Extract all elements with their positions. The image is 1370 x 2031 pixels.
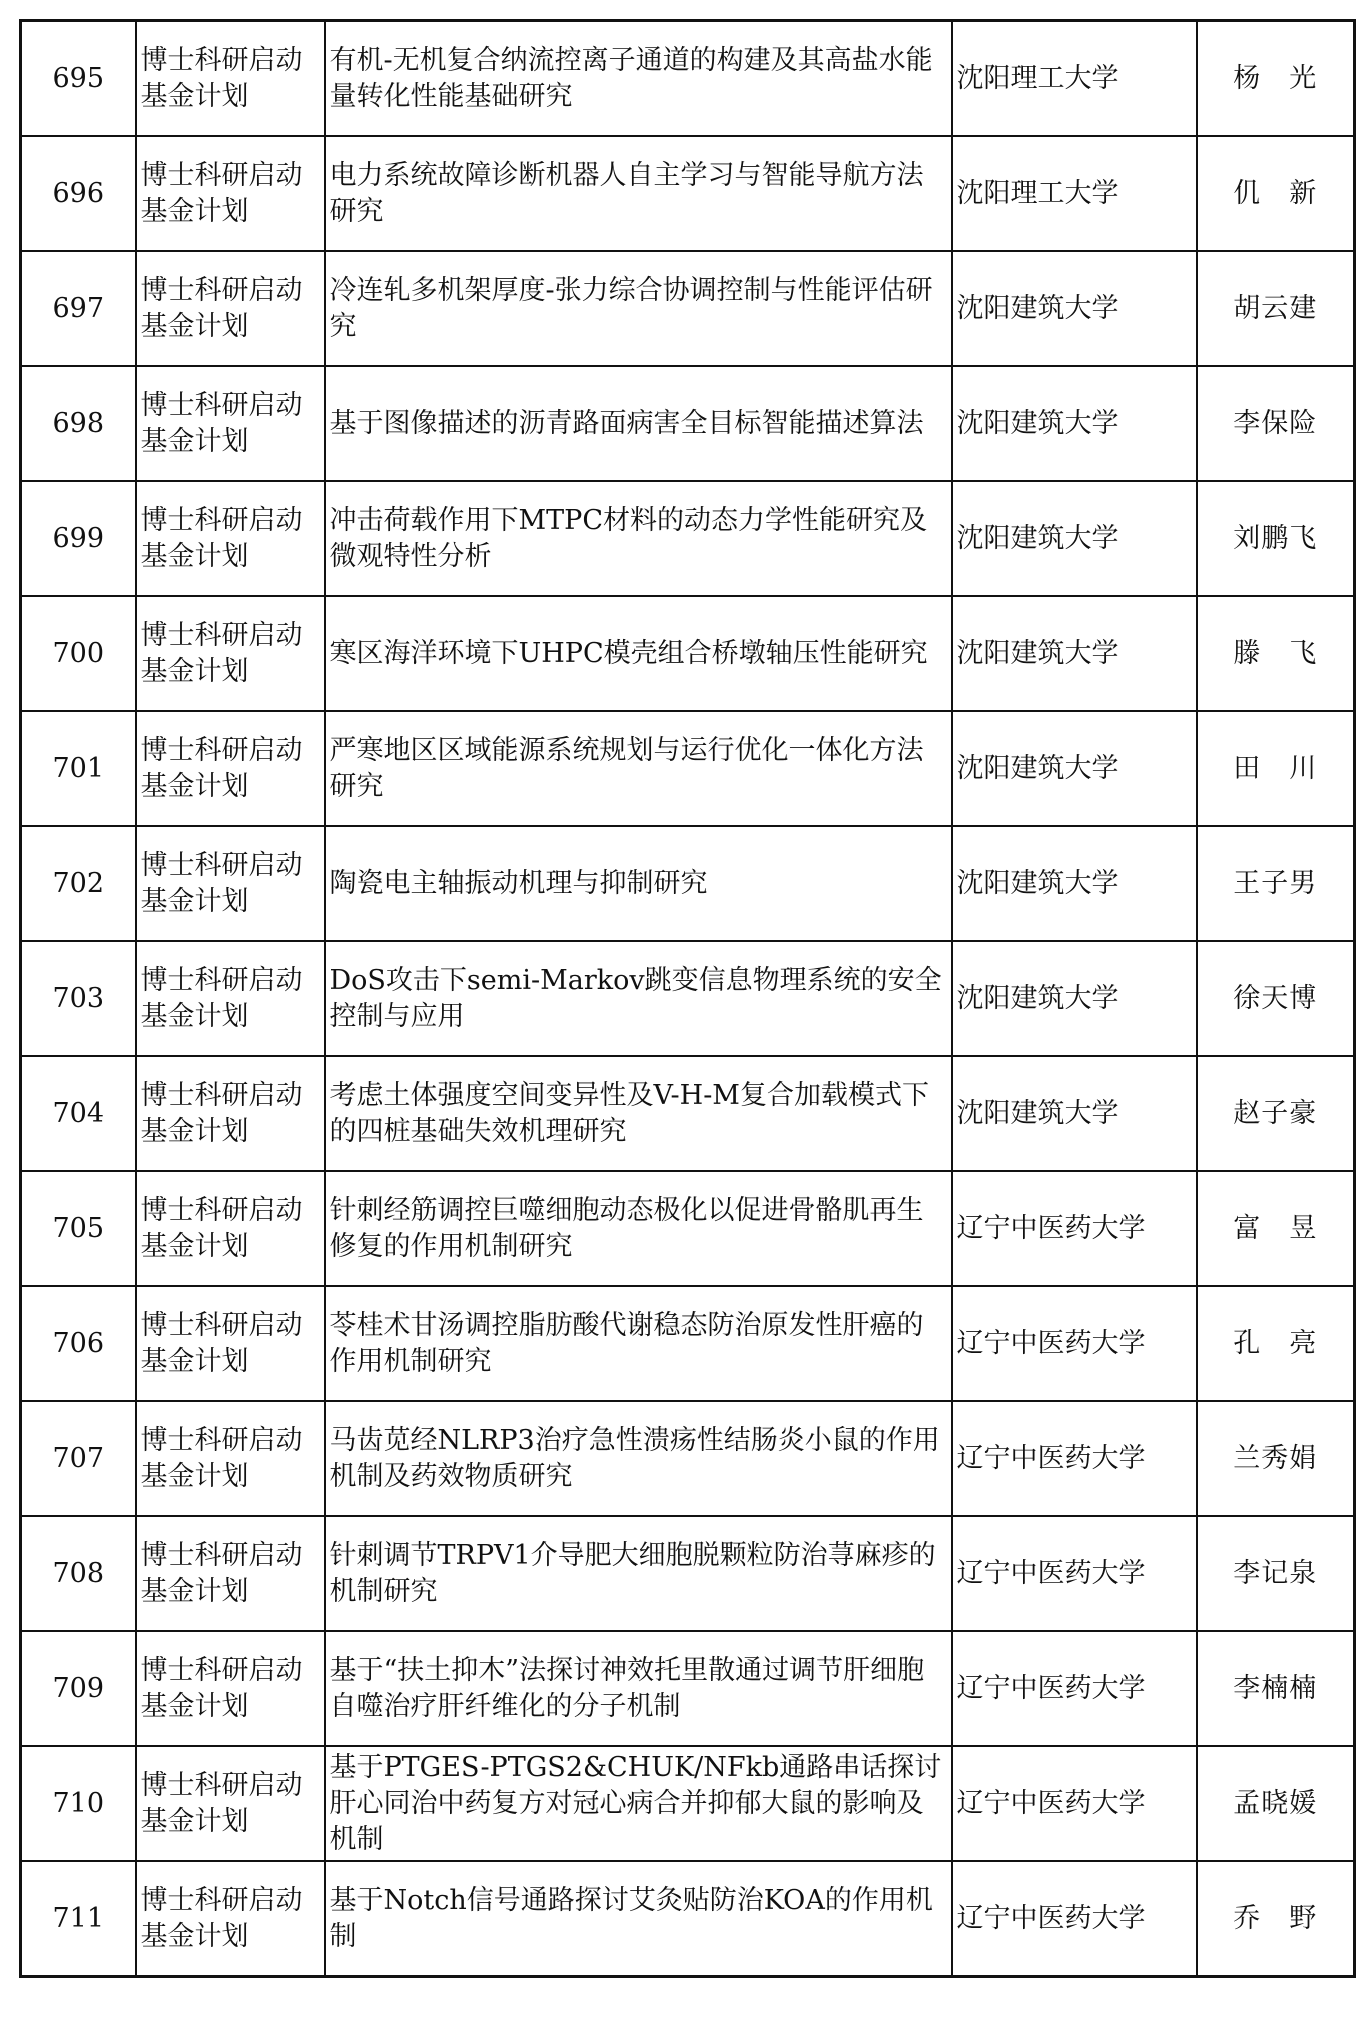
plan-type-cell: 博士科研启动基金计划 — [136, 1631, 325, 1746]
principal-investigator-cell: 李楠楠 — [1197, 1631, 1355, 1746]
table-row — [21, 1286, 1355, 1401]
table-row — [21, 1056, 1355, 1171]
plan-type-cell: 博士科研启动基金计划 — [136, 251, 325, 366]
table-row — [21, 1631, 1355, 1746]
plan-type-cell: 博士科研启动基金计划 — [136, 366, 325, 481]
row-number-cell: 705 — [21, 1171, 136, 1286]
principal-investigator-cell: 兰秀娟 — [1197, 1401, 1355, 1516]
plan-type-cell: 博士科研启动基金计划 — [136, 1401, 325, 1516]
project-title-cell: 冷连轧多机架厚度-张力综合协调控制与性能评估研究 — [325, 251, 952, 366]
table-row — [21, 596, 1355, 711]
institution-cell: 沈阳建筑大学 — [952, 1056, 1197, 1171]
table-row — [21, 1401, 1355, 1516]
plan-type-cell: 博士科研启动基金计划 — [136, 21, 325, 137]
principal-investigator-cell: 滕 飞 — [1197, 596, 1355, 711]
project-title-cell: 冲击荷载作用下MTPC材料的动态力学性能研究及微观特性分析 — [325, 481, 952, 596]
row-number-cell: 703 — [21, 941, 136, 1056]
table-row — [21, 21, 1355, 137]
table-row — [21, 136, 1355, 251]
row-number-cell: 706 — [21, 1286, 136, 1401]
row-number-cell: 696 — [21, 136, 136, 251]
row-number-cell: 697 — [21, 251, 136, 366]
table-row — [21, 481, 1355, 596]
principal-investigator-cell: 李记泉 — [1197, 1516, 1355, 1631]
table-row — [21, 1516, 1355, 1631]
row-number-cell: 695 — [21, 21, 136, 137]
project-title-cell: 基于“扶土抑木”法探讨神效托里散通过调节肝细胞自噬治疗肝纤维化的分子机制 — [325, 1631, 952, 1746]
row-number-cell: 704 — [21, 1056, 136, 1171]
project-title-cell: 针刺经筋调控巨噬细胞动态极化以促进骨骼肌再生修复的作用机制研究 — [325, 1171, 952, 1286]
project-title-cell: 寒区海洋环境下UHPC模壳组合桥墩轴压性能研究 — [325, 596, 952, 711]
principal-investigator-cell: 刘鹏飞 — [1197, 481, 1355, 596]
institution-cell: 沈阳建筑大学 — [952, 366, 1197, 481]
principal-investigator-cell: 徐天博 — [1197, 941, 1355, 1056]
institution-cell: 辽宁中医药大学 — [952, 1516, 1197, 1631]
plan-type-cell: 博士科研启动基金计划 — [136, 1861, 325, 1977]
institution-cell: 辽宁中医药大学 — [952, 1631, 1197, 1746]
principal-investigator-cell: 乔 野 — [1197, 1861, 1355, 1977]
principal-investigator-cell: 王子男 — [1197, 826, 1355, 941]
row-number-cell: 701 — [21, 711, 136, 826]
institution-cell: 沈阳建筑大学 — [952, 596, 1197, 711]
institution-cell: 辽宁中医药大学 — [952, 1171, 1197, 1286]
project-title-cell: 基于PTGES-PTGS2&CHUK/NFkb通路串话探讨肝心同治中药复方对冠心病合并抑郁大鼠的影响及机制 — [325, 1746, 952, 1861]
plan-type-cell: 博士科研启动基金计划 — [136, 1746, 325, 1861]
principal-investigator-cell: 孔 亮 — [1197, 1286, 1355, 1401]
principal-investigator-cell: 杨 光 — [1197, 21, 1355, 137]
institution-cell: 沈阳建筑大学 — [952, 711, 1197, 826]
plan-type-cell: 博士科研启动基金计划 — [136, 136, 325, 251]
project-title-cell: 严寒地区区域能源系统规划与运行优化一体化方法研究 — [325, 711, 952, 826]
table-row — [21, 1746, 1355, 1861]
institution-cell: 沈阳理工大学 — [952, 21, 1197, 137]
project-title-cell: 基于图像描述的沥青路面病害全目标智能描述算法 — [325, 366, 952, 481]
project-title-cell: 苓桂术甘汤调控脂肪酸代谢稳态防治原发性肝癌的作用机制研究 — [325, 1286, 952, 1401]
project-title-cell: 马齿苋经NLRP3治疗急性溃疡性结肠炎小鼠的作用机制及药效物质研究 — [325, 1401, 952, 1516]
row-number-cell: 711 — [21, 1861, 136, 1977]
row-number-cell: 702 — [21, 826, 136, 941]
row-number-cell: 707 — [21, 1401, 136, 1516]
institution-cell: 沈阳建筑大学 — [952, 826, 1197, 941]
project-title-cell: 基于Notch信号通路探讨艾灸贴防治KOA的作用机制 — [325, 1861, 952, 1977]
table-row — [21, 826, 1355, 941]
project-title-cell: 陶瓷电主轴振动机理与抑制研究 — [325, 826, 952, 941]
institution-cell: 沈阳建筑大学 — [952, 481, 1197, 596]
project-title-cell: DoS攻击下semi-Markov跳变信息物理系统的安全控制与应用 — [325, 941, 952, 1056]
table-row — [21, 366, 1355, 481]
project-table — [19, 19, 1356, 1978]
plan-type-cell: 博士科研启动基金计划 — [136, 481, 325, 596]
institution-cell: 沈阳建筑大学 — [952, 251, 1197, 366]
project-title-cell: 考虑土体强度空间变异性及V-H-M复合加载模式下的四桩基础失效机理研究 — [325, 1056, 952, 1171]
principal-investigator-cell: 赵子豪 — [1197, 1056, 1355, 1171]
plan-type-cell: 博士科研启动基金计划 — [136, 711, 325, 826]
plan-type-cell: 博士科研启动基金计划 — [136, 1056, 325, 1171]
project-title-cell: 有机-无机复合纳流控离子通道的构建及其高盐水能量转化性能基础研究 — [325, 21, 952, 137]
institution-cell: 辽宁中医药大学 — [952, 1746, 1197, 1861]
row-number-cell: 709 — [21, 1631, 136, 1746]
project-title-cell: 电力系统故障诊断机器人自主学习与智能导航方法研究 — [325, 136, 952, 251]
row-number-cell: 698 — [21, 366, 136, 481]
table-row — [21, 251, 1355, 366]
row-number-cell: 710 — [21, 1746, 136, 1861]
plan-type-cell: 博士科研启动基金计划 — [136, 826, 325, 941]
plan-type-cell: 博士科研启动基金计划 — [136, 1516, 325, 1631]
table-row — [21, 1861, 1355, 1977]
principal-investigator-cell: 田 川 — [1197, 711, 1355, 826]
row-number-cell: 700 — [21, 596, 136, 711]
principal-investigator-cell: 胡云建 — [1197, 251, 1355, 366]
plan-type-cell: 博士科研启动基金计划 — [136, 1171, 325, 1286]
institution-cell: 辽宁中医药大学 — [952, 1401, 1197, 1516]
project-table-body — [21, 21, 1355, 1977]
row-number-cell: 708 — [21, 1516, 136, 1631]
plan-type-cell: 博士科研启动基金计划 — [136, 596, 325, 711]
plan-type-cell: 博士科研启动基金计划 — [136, 1286, 325, 1401]
principal-investigator-cell: 富 昱 — [1197, 1171, 1355, 1286]
principal-investigator-cell: 孟晓媛 — [1197, 1746, 1355, 1861]
table-row — [21, 941, 1355, 1056]
institution-cell: 辽宁中医药大学 — [952, 1861, 1197, 1977]
project-title-cell: 针刺调节TRPV1介导肥大细胞脱颗粒防治荨麻疹的机制研究 — [325, 1516, 952, 1631]
table-row — [21, 711, 1355, 826]
row-number-cell: 699 — [21, 481, 136, 596]
institution-cell: 辽宁中医药大学 — [952, 1286, 1197, 1401]
principal-investigator-cell: 李保险 — [1197, 366, 1355, 481]
principal-investigator-cell: 仉 新 — [1197, 136, 1355, 251]
plan-type-cell: 博士科研启动基金计划 — [136, 941, 325, 1056]
institution-cell: 沈阳理工大学 — [952, 136, 1197, 251]
institution-cell: 沈阳建筑大学 — [952, 941, 1197, 1056]
table-row — [21, 1171, 1355, 1286]
